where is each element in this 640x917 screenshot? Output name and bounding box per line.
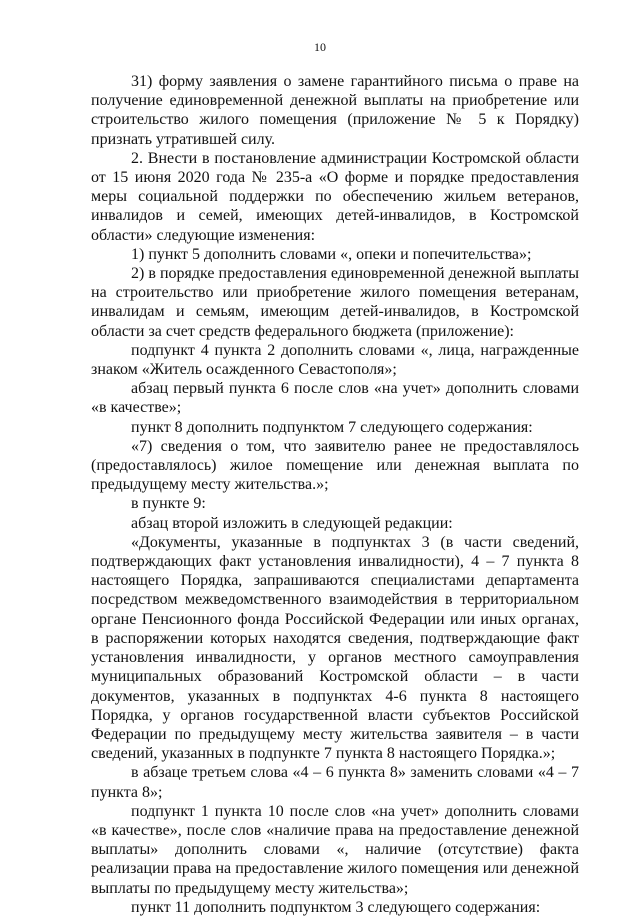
- paragraph-subpoint-4: подпункт 4 пункта 2 дополнить словами «, лица, награжденные знаком «Житель осажденного Севастополя»;: [91, 341, 579, 379]
- paragraph-item-2: 2) в порядке предоставления единовременной денежной выплаты на строительство или приобретение жилого помещения ветеранам, инвалидам и семьям, имеющим детей-инвалидов, в Костромской области за счет средств федерального бюджета (приложение):: [91, 265, 579, 340]
- document-body: [91, 72, 579, 917]
- paragraph-item-1: 1) пункт 5 дополнить словами «, опеки и попечительства»;: [131, 245, 532, 263]
- paragraph-documents-quote: «Документы, указанные в подпунктах 3 (в части сведений, подтверждающих факт установления инвалидности), 4 – 7 пункта 8 настоящего Порядка, запрашиваются специалистами департамента посредством межведомственного взаимодействия в территориальном органе Пенсионного фонда Российской Федерации или иных органах, в распоряжении которых находятся сведения, подтверждающие факт установления инвалидности, у органов местного самоуправления муниципальных образований Костромской области – в части документов, указанных в подпунктах 4-6 пункта 8 настоящего Порядка, у органов государственной власти субъектов Российской Федерации по предыдущему месту жительства заявителя – в части сведений, указанных в подпункте 7 пункта 8 настоящего Порядка.»;: [91, 533, 579, 763]
- paragraph-point-8: пункт 8 дополнить подпунктом 7 следующего содержания:: [131, 418, 533, 436]
- page-number: 10: [314, 40, 326, 54]
- paragraph-point-11: пункт 11 дополнить подпунктом 3 следующего содержания:: [131, 898, 541, 916]
- paragraph-point-10: подпункт 1 пункта 10 после слов «на учет» дополнить словами «в качестве», после слов «наличие права на предоставление денежной выплаты» дополнить словами «, наличие (отсутствие) факта реализации права на предоставление жилого помещения или денежной выплаты по предыдущему месту жительства»;: [91, 802, 579, 897]
- paragraph-third-abzac: в абзаце третьем слова «4 – 6 пункта 8» заменить словами «4 – 7 пункта 8»;: [91, 764, 579, 801]
- paragraph-item-31: 31) форму заявления о замене гарантийного письма о праве на получение единовременной денежной выплаты на приобретение или строительство жилого помещения (приложение № 5 к Порядку) признать утратившей силу.: [91, 73, 579, 148]
- paragraph-point-6: абзац первый пункта 6 после слов «на учет» дополнить словами «в качестве»;: [91, 380, 579, 417]
- paragraph-second-abzac: абзац второй изложить в следующей редакции:: [131, 514, 453, 532]
- paragraph-quote-7: «7) сведения о том, что заявителю ранее не предоставлялось (предоставлялось) жилое помещение или денежная выплата по предыдущему месту жительства.»;: [91, 437, 579, 494]
- paragraph-point-9: в пункте 9:: [131, 495, 206, 513]
- paragraph-section-2: 2. Внести в постановление администрации Костромской области от 15 июня 2020 года № 235-а «О форме и порядке предоставления меры социальной поддержки по обеспечению жильем ветеранов, инвалидов и семей, имеющих детей-инвалидов, в Костромской области» следующие изменения:: [91, 149, 579, 244]
